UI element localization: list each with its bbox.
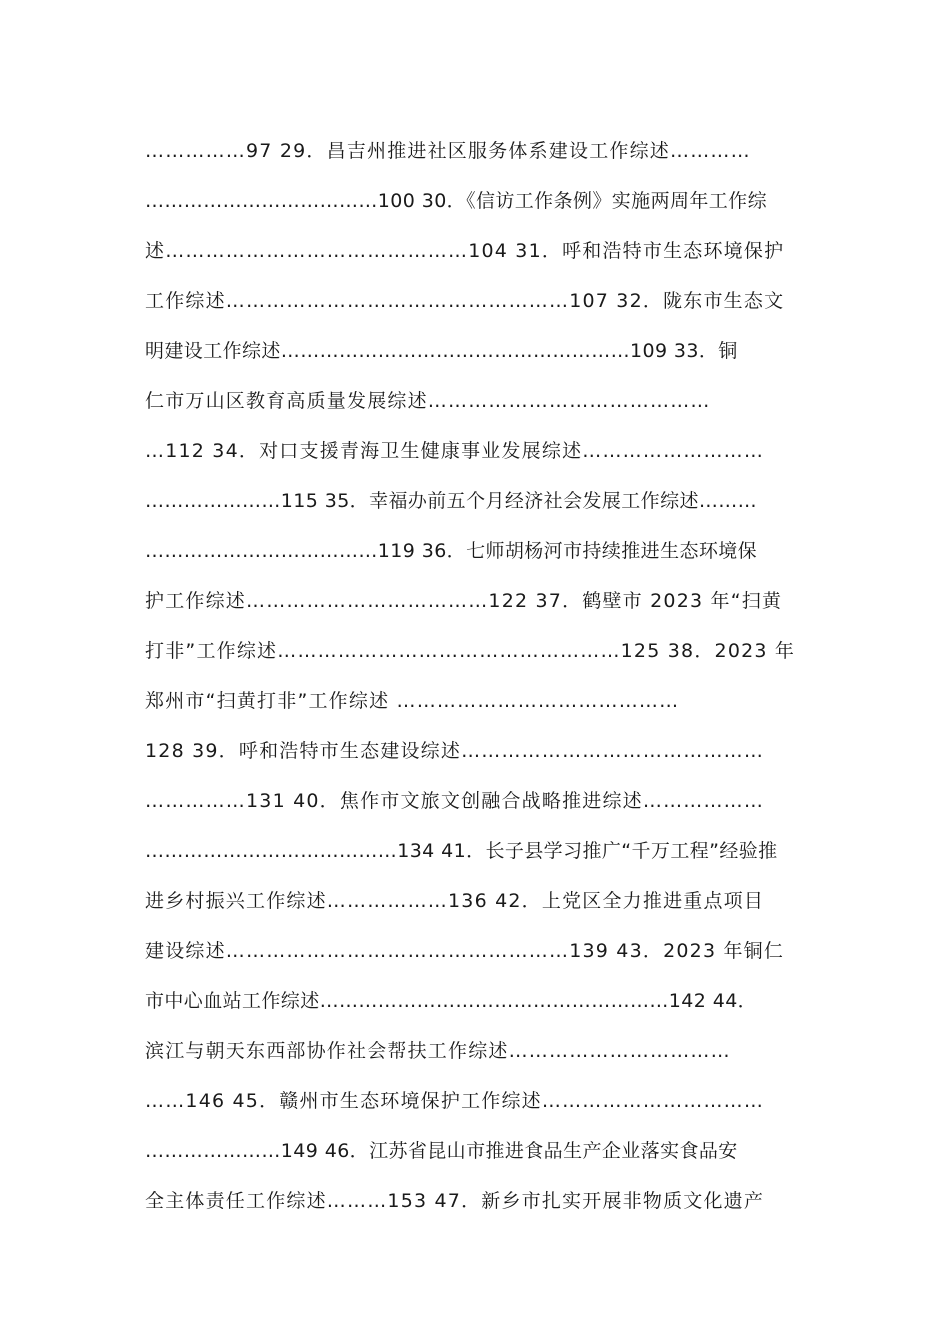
table-of-contents xyxy=(145,126,807,1226)
toc-line: 市中心血站工作综述………………………………………………142 44． xyxy=(145,990,758,1012)
toc-line: 建设综述……………………………………………139 43．2023 年铜仁 xyxy=(145,940,785,962)
toc-line: 仁市万山区教育高质量发展综述…………………………………… xyxy=(145,390,711,412)
toc-line: ……146 45．赣州市生态环境保护工作综述…………………………… xyxy=(145,1090,765,1112)
toc-line: ……………97 29．昌吉州推进社区服务体系建设工作综述………… xyxy=(145,140,751,162)
toc-line: 述………………………………………104 31．呼和浩特市生态环境保护 xyxy=(145,240,785,262)
toc-line: 进乡村振兴工作综述………………136 42．上党区全力推进重点项目 xyxy=(145,890,765,912)
toc-line: …112 34．对口支援青海卫生健康事业发展综述……………………… xyxy=(145,440,765,462)
toc-line: 打非”工作综述……………………………………………125 38．2023 年 xyxy=(145,640,796,662)
toc-line: …………………149 46．江苏省昆山市推进食品生产企业落实食品安 xyxy=(145,1140,738,1162)
toc-line: ………………………………100 30．《信访工作条例》实施两周年工作综 xyxy=(145,190,767,212)
toc-line: 滨江与朝天东西部协作社会帮扶工作综述…………………………… xyxy=(145,1040,731,1062)
toc-line: 明建设工作综述………………………………………………109 33．铜 xyxy=(145,340,738,362)
toc-line: …………………115 35．幸福办前五个月经济社会发展工作综述……… xyxy=(145,490,758,512)
toc-line: 护工作综述………………………………122 37．鹤壁市 2023 年“扫黄 xyxy=(145,590,783,612)
toc-line: 全主体责任工作综述………153 47．新乡市扎实开展非物质文化遗产 xyxy=(145,1190,765,1212)
toc-line: 郑州市“扫黄打非”工作综述 …………………………………… xyxy=(145,690,680,712)
toc-line: ……………131 40．焦作市文旅文创融合战略推进综述……………… xyxy=(145,790,765,812)
toc-line: 工作综述……………………………………………107 32．陇东市生态文 xyxy=(145,290,785,312)
toc-line: ………………………………119 36．七师胡杨河市持续推进生态环境保 xyxy=(145,540,758,562)
toc-line: 128 39．呼和浩特市生态建设综述……………………………………… xyxy=(145,740,765,762)
toc-line: …………………………………134 41．长子县学习推广“千万工程”经验推 xyxy=(145,840,778,862)
